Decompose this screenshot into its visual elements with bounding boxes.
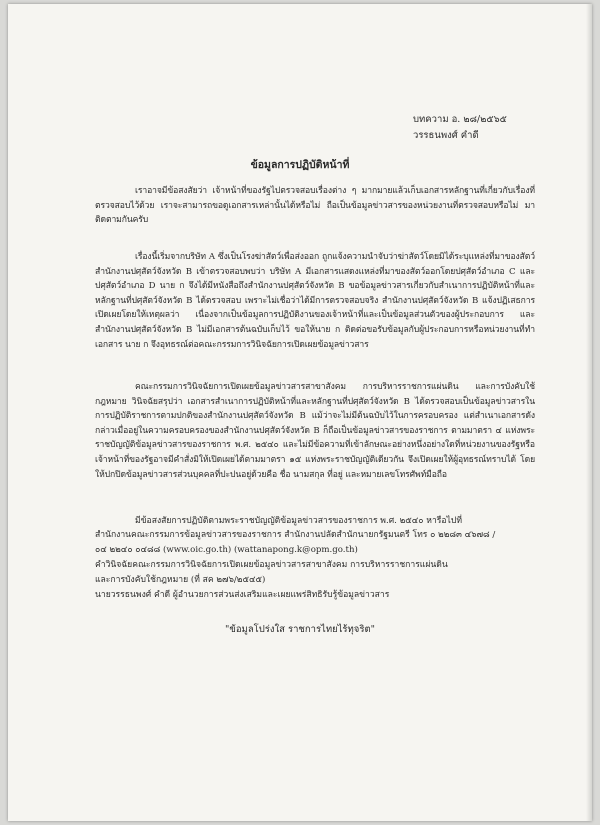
document-page (8, 4, 592, 821)
paragraph-ruling: คณะกรรมการวินิจฉัยการเปิดเผยข้อมูลข่าวสารสาขาสังคม การบริหารราชการแผ่นดิน และการบังคับใช้กฎหมาย วินิจฉัยสรุปว่า เอกสารสำเนาการปฏิบัติหน้าที่และหลักฐานที่ปศุสัตว์จังหวัด B ได้ตรวจสอบเป็นข้อมูลข่าวสารในการปฏิบัติราชการตามปกติของสำนักงานปศุสัตว์จังหวัด B แม้ว่าจะไม่มีต้นฉบับไว้ในการครอบครอง แต่สำเนาเอกสารดังกล่าวเมื่ออยู่ในความครอบครองของสำนักงานปศุสัตว์จังหวัด B ก็ถือเป็นข้อมูลข่าวสารของราชการ ตามมาตรา ๔ แห่งพระราชบัญญัติข้อมูลข่าวสารของราชการ พ.ศ. ๒๕๔๐ และไม่มีข้อความที่เข้าลักษณะอย่างหนึ่งอย่างใดที่หน่วยงานของรัฐหรือเจ้าหน้าที่ของรัฐอาจมีคำสั่งมิให้เปิดเผยได้ตามมาตรา ๑๕ แห่งพระราชบัญญัติเดียวกัน จึงเปิดเผยให้ผู้อุทธรณ์ทราบได้ โดยให้ปกปิดข้อมูลข่าวสารส่วนบุคคลที่ปะปนอยู่ด้วยคือ ชื่อ นามสกุล ที่อยู่ และหมายเลขโทรศัพท์มือถือ (95, 382, 535, 480)
article-reference: บทความ อ. ๒๘/๒๕๖๕ (413, 114, 507, 125)
ruling-reference-line-1: คำวินิจฉัยคณะกรรมการวินิจฉัยการเปิดเผยข้อมูลข่าวสารสาขาสังคม การบริหารราชการแผ่นดิน (95, 560, 448, 570)
scan-edge-shadow (586, 4, 592, 821)
contact-line-3: ๐๔ ๒๒๔๐ ๐๔๘๘ (www.oic.go.th) (wattanapong.k@opm.go.th) (95, 545, 358, 555)
contact-line-1: มีข้อสงสัยการปฏิบัติตามพระราชบัญญัติข้อมูลข่าวสารของราชการ พ.ศ. ๒๕๔๐ หารือไปที่ (135, 516, 462, 526)
contact-line-2: สำนักงานคณะกรรมการข้อมูลข่าวสารของราชการ สำนักงานปลัดสำนักนายกรัฐมนตรี โทร ๐ ๒๒๘๓ ๔๖๗๘ / (95, 530, 496, 540)
slogan: "ข้อมูลโปร่งใส ราชการไทยไร้ทุจริต" (224, 624, 375, 635)
ruling-reference-line-2: และการบังคับใช้กฎหมาย (ที่ สค ๒๗๖/๒๕๔๕) (95, 575, 266, 585)
paragraph-case: เรื่องนี้เริ่มจากบริษัท A ซึ่งเป็นโรงฆ่าสัตว์เพื่อส่งออก ถูกแจ้งความนำจับว่าฆ่าสัตว์โดยมิได้ระบุแหล่งที่มาของสัตว์ สำนักงานปศุสัตว์จังหวัด B เข้าตรวจสอบพบว่า บริษัท A มีเอกสารแสดงแหล่งที่มาของสัตว์ออกโดยปศุสัตว์อำเภอ C และปศุสัตว์อำเภอ D นาย ก จึงได้มีหนังสือถึงสำนักงานปศุสัตว์จังหวัด B ขอข้อมูลข่าวสารเกี่ยวกับสำเนาการปฏิบัติหน้าที่และหลักฐานที่ปศุสัตว์จังหวัด B ได้ตรวจสอบ เพราะไม่เชื่อว่าได้มีการตรวจสอบจริง สำนักงานปศุสัตว์จังหวัด B แจ้งปฏิเสธการเปิดเผยโดยให้เหตุผลว่า เนื่องจากเป็นข้อมูลการปฏิบัติงานของเจ้าหน้าที่และเป็นข้อมูลส่วนตัวของผู้ประกอบการ และสำนักงานปศุสัตว์จังหวัด B ไม่มีเอกสารต้นฉบับเก็บไว้ ขอให้นาย ก ติดต่อขอรับข้อมูลกับผู้ประกอบการหรือหน่วยงานที่ทำเอกสาร นาย ก จึงอุทธรณ์ต่อคณะกรรมการวินิจฉัยการเปิดเผยข้อมูลข่าวสาร (95, 252, 535, 350)
document-title: ข้อมูลการปฏิบัติหน้าที่ (250, 159, 350, 171)
author-signature-line: นายวรรธนพงศ์ คำดี ผู้อำนวยการส่วนส่งเสริมและเผยแพร่สิทธิรับรู้ข้อมูลข่าวสาร (95, 590, 390, 600)
paragraph-intro: เราอาจมีข้อสงสัยว่า เจ้าหน้าที่ของรัฐไปตรวจสอบเรื่องต่าง ๆ มากมายแล้วเก็บเอกสารหลักฐานที่เกี่ยวกับเรื่องที่ตรวจสอบไว้ด้วย เราจะสามารถขอดูเอกสารเหล่านั้นได้หรือไม่ ถือเป็นข้อมูลข่าวสารของหน่วยงานที่ตรวจสอบหรือไม่ มาติดตามกันครับ (95, 186, 535, 226)
author-name: วรรธนพงศ์ คำดี (413, 130, 479, 141)
